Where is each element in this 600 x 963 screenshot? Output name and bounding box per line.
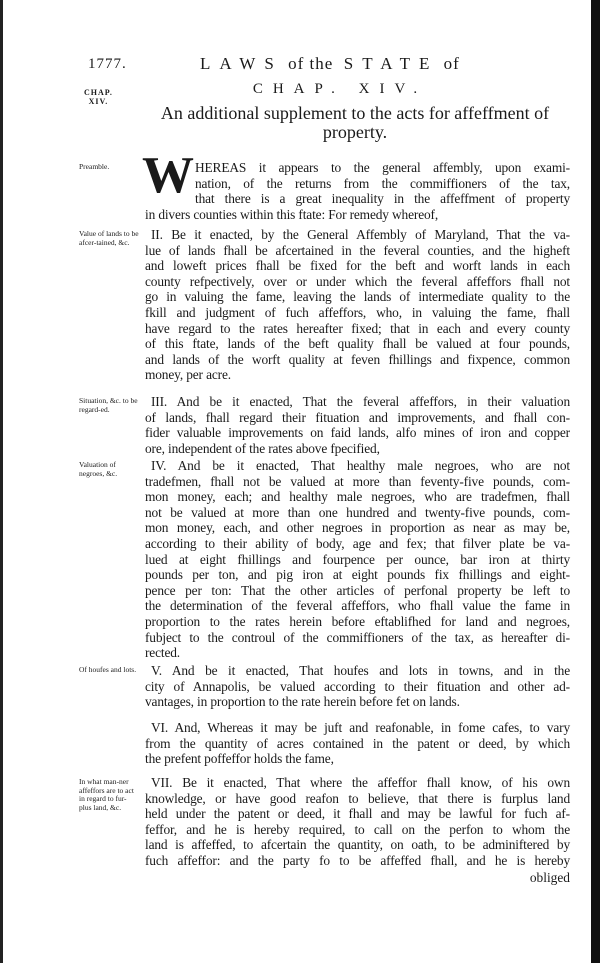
- text-line: the prefent poffeffor holds the fame,: [145, 751, 334, 767]
- text-line: county refpectively, over or under which the feveral affeffors fhall not: [145, 273, 570, 289]
- drop-cap: W: [142, 147, 194, 204]
- text-line: pounds per ton, and pig iron at eight pounds fix fhillings and eight-: [145, 567, 570, 583]
- text-line: not be valued at more than one hundred and twenty-five pounds, com-: [145, 504, 570, 520]
- text-line: ore, independent of the rates above fpecified,: [145, 440, 380, 456]
- margin-note: Preamble.: [79, 162, 110, 171]
- act-title-line: An additional supplement to the acts for affeffment of: [160, 103, 550, 123]
- text-line: fuch affeffor: and the party fo to be affeffed fhall, and he is hereby: [145, 852, 570, 868]
- margin-note: Value of lands to be afcer-tained, &c.: [79, 229, 139, 247]
- text-line: rected.: [145, 645, 181, 661]
- text-line: pence per ton: That the other articles of perfonal property be left to: [145, 582, 570, 598]
- running-title: [200, 54, 460, 74]
- text-line: go in valuing the fame, leaving the lands of intermediate quality to the: [145, 289, 570, 305]
- text-line: II. Be it enacted, by the General Affembly of Maryland, That the va-: [151, 227, 570, 242]
- scan-edge-right: [591, 0, 600, 963]
- margin-note: Of houfes and lots.: [79, 665, 137, 674]
- section-paragraph: [145, 663, 570, 710]
- act-title: [133, 104, 577, 142]
- margin-note: Valuation of negroes, &c.: [79, 460, 118, 478]
- text-line: lued at eight fhillings and fourpence per ounce, bar iron at thirty: [145, 551, 570, 567]
- text-line: VI. And, Whereas it may be juft and reafonable, in fome cafes, to vary: [151, 720, 570, 735]
- margin-note: Situation, &c. to be regard-ed.: [79, 396, 138, 414]
- act-title-line: property.: [322, 122, 388, 142]
- text-line: HEREAS it appears to the general affembly, upon exami-: [195, 160, 570, 175]
- scan-edge-left: [0, 0, 3, 963]
- section-paragraph: [145, 394, 570, 456]
- running-title-of-the: of the: [288, 54, 334, 73]
- text-line: of this ftate, lands of the beft quality fhall be valued at four pounds,: [145, 336, 570, 352]
- text-line: mon money, each; and healthy male negroes, who are tradefmen, fhall: [145, 489, 570, 505]
- margin-note: In what man-ner affeffors are to act in regard to fur-plus land, &c.: [79, 777, 134, 812]
- running-title-of: of: [443, 54, 460, 73]
- chapter-margin-label-2: XIV.: [88, 97, 109, 106]
- text-line: fkill and judgment of fuch affeffors, who, in valuing the fame, fhall: [145, 304, 570, 320]
- text-line: according to their ability of body, age and fex; that filver plate be va-: [145, 535, 570, 551]
- text-line: mon money, each, and other negroes in proportion as near as may be,: [145, 520, 570, 536]
- text-line: VII. Be it enacted, That where the affeffor fhall know, of his own: [151, 775, 570, 790]
- text-line: V. And be it enacted, That houfes and lots in towns, and in the: [151, 663, 570, 678]
- text-line: proportion to the rates herein before eftablifhed for land and negroes,: [145, 613, 570, 629]
- section-paragraph: [145, 775, 570, 869]
- section-paragraph: [145, 458, 570, 661]
- chapter-heading: CHAP. XIV.: [252, 81, 428, 97]
- text-line: of lands, fhall regard their fituation and improvements, and fhall con-: [145, 409, 570, 425]
- running-title-laws: LAWS: [200, 54, 283, 73]
- section-paragraph: [145, 720, 570, 767]
- running-title-state: STATE: [343, 54, 439, 73]
- text-line: nation, of the returns from the commiffioners of the tax,: [195, 175, 570, 191]
- text-line: fider valuable improvements on faid lands, alfo mines of iron and copper: [145, 425, 570, 441]
- text-line: IV. And be it enacted, That healthy male negroes, who are not: [151, 458, 570, 473]
- text-line: the determination of the feveral affeffors, who fhall value the fame in: [145, 598, 570, 614]
- text-line: III. And be it enacted, That the feveral affeffors, in their valuation: [151, 394, 570, 409]
- section-paragraph: [145, 227, 570, 383]
- text-line: feffor, and he is hereby required, to call on the perfon to whom the: [145, 821, 570, 837]
- text-line: knowledge, or have good reafon to believe, that there is furplus land: [145, 790, 570, 806]
- page-year: 1777.: [88, 56, 127, 72]
- text-line: tradefmen, fhall not be valued at more than feventy-five pounds, com-: [145, 473, 570, 489]
- catchword: obliged: [529, 870, 570, 885]
- text-line: in divers counties within this ftate: For remedy whereof,: [145, 206, 439, 222]
- text-line: city of Annapolis, be valued according to their fituation and other ad-: [145, 678, 570, 694]
- text-line: that there is a great inequality in the affeffment of property: [195, 191, 570, 207]
- text-line: lue of lands fhall be afcertained in the feveral counties, and the higheft: [145, 242, 570, 258]
- text-line: money, per acre.: [145, 367, 231, 383]
- text-line: fubject to the controul of the commiffioners of the tax, as hereafter di-: [145, 629, 570, 645]
- text-line: held under the patent or deed, it fhall and may be lawful for fuch af-: [145, 806, 570, 822]
- text-line: and loweft prices fhall be fixed for the beft and worft lands in each: [145, 258, 570, 274]
- text-line: and lands of the worft quality at feven fhillings and fixpence, common: [145, 351, 570, 367]
- text-line: land is affeffed, to afcertain the quantity, on oath, to be adminiftered by: [145, 837, 570, 853]
- chapter-margin-label-1: CHAP.: [84, 88, 113, 97]
- text-line: have regard to the rates hereafter fixed; that in each and every county: [145, 320, 570, 336]
- text-line: vantages, in proportion to the rate herein before fet on lands.: [145, 694, 460, 710]
- text-line: from the quantity of acres contained in the patent or deed, by which: [145, 735, 570, 751]
- preamble-paragraph: [145, 160, 570, 222]
